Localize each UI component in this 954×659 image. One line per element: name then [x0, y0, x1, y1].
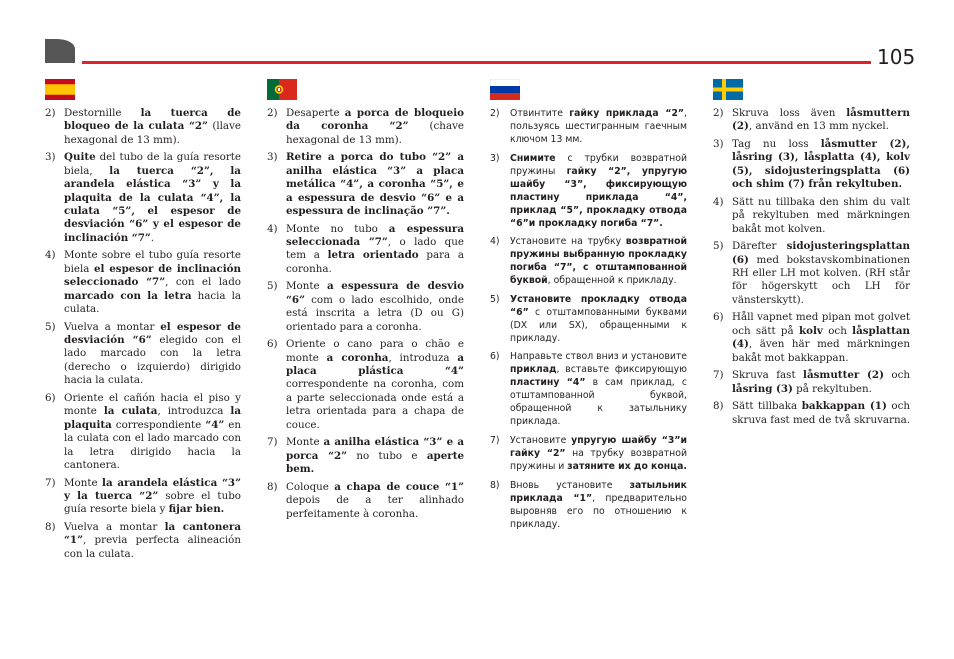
- step-number: 8): [490, 479, 500, 491]
- text: sobre el tubo guía resorte biela y: [64, 489, 241, 516]
- list-item: [713, 240, 910, 307]
- page-number: 105: [877, 45, 916, 69]
- list-item: [45, 477, 241, 517]
- bold-text: bakkappan (1): [801, 400, 887, 413]
- bold-text: Quite: [64, 151, 96, 164]
- bold-text: låsmuttern (2): [732, 107, 910, 133]
- text: Monte: [286, 280, 327, 293]
- step-number: 7): [45, 476, 56, 489]
- bold-text: a porca de bloqueio da coronha “2”: [286, 107, 464, 133]
- list-item: [267, 338, 464, 432]
- step-number: 8): [45, 520, 56, 533]
- bold-text: låsplattan (4): [732, 324, 910, 351]
- text: Oriente o cano para o chão e monte: [286, 338, 464, 364]
- text: Направьте ствол вниз и установите: [510, 351, 687, 363]
- text: , o lado que tem a: [286, 236, 464, 262]
- text: Вновь установите: [510, 479, 630, 491]
- text: Desaperte: [286, 107, 345, 119]
- bold-text: la tuerca de bloqueo de la culata “2”: [64, 107, 241, 133]
- sweden-flag-icon: [713, 79, 743, 100]
- text: , introduza: [388, 351, 458, 364]
- list-item: [490, 107, 687, 146]
- column-swedish: [713, 107, 910, 431]
- text: Monte: [286, 436, 324, 449]
- list-item: [713, 311, 910, 365]
- text: , använd en 13 mm nyckel.: [748, 120, 889, 133]
- step-number: 2): [267, 107, 278, 119]
- list-item: [713, 107, 910, 134]
- text: Установите: [510, 434, 572, 446]
- text: , обращенной к прикладу.: [547, 275, 677, 287]
- step-number: 2): [45, 107, 56, 119]
- text: Sätt nu tillbaka den shim du valt på rekyltuben med märkningen bakåt mot kolven.: [732, 195, 910, 235]
- list-item: [490, 479, 687, 531]
- list-item: [267, 107, 464, 147]
- step-number: 7): [713, 369, 724, 382]
- spain-flag-icon: [45, 79, 75, 100]
- text: och: [883, 369, 910, 382]
- text: correspondente na coronha, com a parte seleccionada onde está a letra orientada para a chapa de couce.: [286, 378, 464, 431]
- step-number: 5): [713, 240, 724, 253]
- portugal-flag-icon: [267, 79, 297, 100]
- text: (llave hexagonal de 13 mm).: [64, 120, 241, 146]
- step-number: 4): [45, 249, 56, 262]
- step-number: 5): [490, 293, 500, 305]
- step-number: 5): [267, 280, 278, 293]
- list-item: [490, 293, 687, 345]
- list-item: [267, 223, 464, 277]
- bold-text: la cantonera “1”: [64, 520, 241, 547]
- instruction-list: [490, 107, 687, 531]
- text: Monte no tubo: [286, 222, 389, 235]
- bold-text: “4”: [205, 418, 225, 431]
- step-number: 4): [267, 222, 278, 235]
- text: Отвинтите: [510, 108, 570, 119]
- text: Destornille: [64, 107, 141, 119]
- step-number: 6): [490, 351, 500, 363]
- list-item: [713, 196, 910, 236]
- bold-text: гайку приклада “2”: [569, 108, 685, 119]
- list-item: [713, 400, 910, 427]
- text: , introduzca: [157, 405, 231, 418]
- list-item: [45, 107, 241, 147]
- russia-flag-icon: [490, 79, 520, 100]
- bold-text: sidojusteringsplattan (6): [732, 240, 910, 266]
- list-item: [713, 369, 910, 396]
- text: en la culata con el lado marcado con la letra dirigido hacia la cantonera.: [64, 418, 242, 471]
- step-number: 8): [267, 480, 278, 493]
- bold-text: låsmutter (2): [803, 369, 884, 382]
- instruction-list: [45, 107, 241, 561]
- list-item: [45, 249, 241, 316]
- list-item: [267, 151, 464, 218]
- bold-text: Установите прокладку отвода “6”: [510, 293, 687, 318]
- step-number: 3): [267, 151, 278, 164]
- text: hacia la culata.: [64, 289, 242, 316]
- step-number: 7): [490, 434, 500, 446]
- text: del tubo de la guía resorte biela,: [64, 151, 241, 177]
- text: Coloque: [286, 480, 335, 493]
- bold-text: a placa plástica “4”: [286, 351, 464, 378]
- text: , previa perfecta alineación con la culata.: [64, 534, 241, 560]
- text: Vuelva a montar: [64, 520, 165, 533]
- bold-text: kolv: [799, 324, 823, 337]
- text: Tag nu loss: [732, 138, 821, 150]
- step-number: 3): [490, 152, 500, 164]
- column-portuguese: [267, 107, 464, 525]
- text: Установите на трубку: [510, 236, 626, 248]
- bold-text: приклад: [510, 364, 557, 376]
- text: Skruva fast: [732, 369, 804, 382]
- list-item: [267, 481, 464, 521]
- bold-text: låsring (3): [732, 382, 793, 395]
- text: correspondiente: [111, 418, 206, 431]
- bold-text: a chapa de couce “1”: [334, 480, 464, 493]
- text: (chave hexagonal de 13 mm).: [286, 120, 464, 146]
- bold-text: затыльник приклада “1”: [510, 479, 687, 504]
- list-item: [267, 436, 464, 476]
- text: , con el lado: [165, 276, 241, 289]
- text: och skruva fast med de två skruvarna.: [732, 400, 910, 426]
- header-red-rule: [82, 61, 871, 64]
- bold-text: пластину “4”: [510, 377, 586, 389]
- bold-text: упругую шайбу “3”и гайку “2”: [510, 434, 687, 459]
- text: med bokstavskombinationen RH eller LH mot kolven. (RH står för högerskytt och LH för vänsterskytt).: [732, 253, 910, 306]
- bold-text: a espessura de desvio “6”: [286, 280, 464, 306]
- bold-text: a anilha elástica “3” e a porca “2”: [286, 436, 464, 462]
- text: с трубки возвратной пружины: [510, 152, 687, 177]
- bold-text: Retire a porca do tubo “2” a anilha elástica “3” a placa metálica “4”, a coronha “5”, e a espessura de desvio “6” e a espessura de inclinação ”7”.: [286, 151, 464, 218]
- column-russian: [490, 107, 687, 536]
- list-item: [45, 321, 241, 388]
- text: Skruva loss även: [732, 107, 847, 119]
- list-item: [490, 152, 687, 230]
- bold-text: marcado con la letra: [64, 289, 192, 302]
- text: , även här med märkningen bakåt mot bakkappan.: [732, 338, 910, 364]
- text: Vuelva a montar: [64, 320, 161, 333]
- step-number: 2): [490, 108, 500, 119]
- bold-text: la culata: [103, 405, 158, 418]
- text: Monte sobre el tubo guía resorte biela: [64, 249, 241, 275]
- step-number: 6): [45, 391, 56, 404]
- bold-text: гайку “2”, упругую шайбу “3”, фиксирующую пластину приклада “4”, приклад “5”, прокладку отвода “6”и прокладку погиба “7”.: [510, 165, 687, 229]
- bold-text: aperte bem.: [286, 449, 464, 476]
- text: depois de a ter alinhado perfeitamente à coronha.: [286, 494, 464, 520]
- text: och: [822, 324, 853, 337]
- bold-text: låsmutter (2), låsring (3), låsplatta (4), kolv (5), sidojusteringsplatta (6) och shim (7) från rekyltuben.: [732, 138, 910, 191]
- text: , предварительно выровняв его по отношению к прикладу.: [510, 492, 687, 530]
- list-item: [267, 280, 464, 334]
- text: Därefter: [732, 240, 787, 253]
- header-tab-marker: [45, 39, 75, 63]
- bold-text: fijar bien.: [168, 503, 225, 516]
- bold-text: a espessura seleccionada ”7”: [286, 222, 464, 249]
- text: в сам приклад, с отштампованной буквой, обращенной к затыльнику приклада.: [510, 377, 687, 428]
- bold-text: la tuerca “2”, la arandela elástica “3” y la plaquita de la culata “4”, la culata “5”, el espesor de desviación “6” y el espesor de inclinación “7”: [64, 164, 241, 244]
- text: на трубку возвратной пружины и: [510, 447, 687, 472]
- bold-text: la plaquita: [64, 405, 242, 431]
- text: com o lado escolhido, onde está inscrita a letra (D ou G) orientado para a coronha.: [286, 293, 464, 333]
- text: Oriente el cañón hacia el piso y monte: [64, 391, 241, 418]
- step-number: 4): [713, 195, 724, 208]
- step-number: 7): [267, 436, 278, 449]
- text: Monte: [64, 476, 103, 489]
- bold-text: la arandela elástica “3” y la tuerca “2”: [64, 476, 241, 502]
- step-number: 6): [267, 338, 278, 351]
- step-number: 3): [45, 151, 56, 164]
- text: , вставьте фиксирующую: [556, 364, 687, 376]
- text: , пользуясь шестигранным гаечным ключом 13 мм.: [510, 108, 687, 145]
- text: .: [150, 231, 155, 244]
- bold-text: возвратной пружины выбранную прокладку погиба “7”, с отштампованной буквой: [510, 236, 687, 287]
- step-number: 4): [490, 236, 500, 248]
- step-number: 3): [713, 138, 724, 150]
- bold-text: Снимите: [510, 152, 556, 164]
- text: para a coronha.: [286, 249, 464, 275]
- list-item: [45, 151, 241, 245]
- text: no tubo e: [347, 449, 427, 462]
- step-number: 2): [713, 107, 724, 119]
- column-spanish: [45, 107, 241, 565]
- list-item: [713, 138, 910, 192]
- bold-text: затяните их до конца.: [567, 460, 687, 472]
- bold-text: letra orientado: [327, 249, 419, 262]
- step-number: 5): [45, 320, 56, 333]
- instruction-list: [713, 107, 910, 427]
- list-item: [490, 235, 687, 287]
- step-number: 6): [713, 311, 724, 324]
- text: с отштампованными буквами (DX или SX), обращенными к прикладу.: [510, 306, 687, 344]
- list-item: [45, 521, 241, 561]
- text: Håll vapnet med pipan mot golvet och sätt på: [732, 311, 910, 337]
- bold-text: el espesor de inclinación seleccionado “7”: [64, 262, 242, 289]
- list-item: [45, 392, 241, 472]
- bold-text: a coronha: [326, 351, 389, 364]
- text: elegido con el lado marcado con la letra (derecho o izquierdo) dirigido hacia la culata.: [64, 334, 241, 387]
- step-number: 8): [713, 400, 724, 413]
- instruction-list: [267, 107, 464, 521]
- list-item: [490, 434, 687, 473]
- text: på rekyltuben.: [792, 382, 872, 395]
- list-item: [490, 350, 687, 428]
- bold-text: el espesor de desviación “6”: [64, 320, 241, 347]
- text: Sätt tillbaka: [732, 400, 802, 413]
